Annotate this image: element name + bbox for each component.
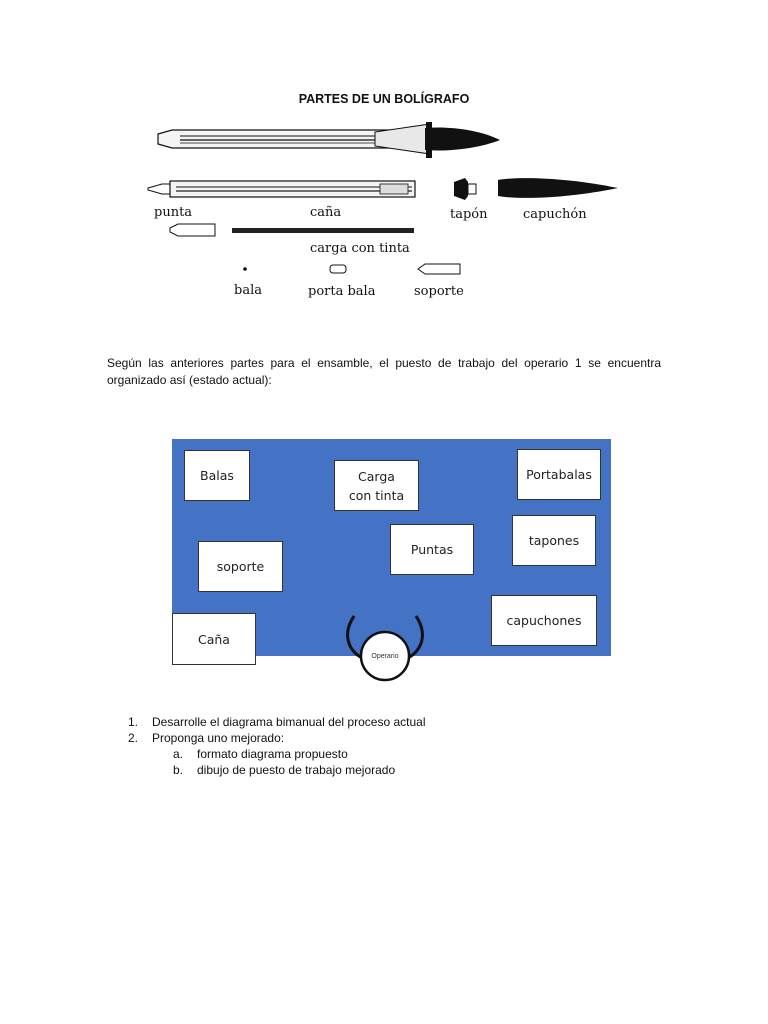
box-soporte: soporte	[198, 541, 283, 592]
label-punta: punta	[154, 205, 193, 220]
small-parts-drawing	[243, 264, 460, 274]
list-text: Desarrolle el diagrama bimanual del proceso actual	[152, 715, 426, 729]
label-cana: caña	[310, 205, 342, 220]
sub-list-text: formato diagrama propuesto	[197, 747, 348, 761]
list-text: Proponga uno mejorado:	[152, 731, 285, 745]
list-number: 1.	[128, 715, 139, 729]
box-puntas: Puntas	[390, 524, 474, 575]
label-bala: bala	[234, 283, 262, 298]
label-soporte: soporte	[414, 284, 464, 299]
label-porta-bala: porta bala	[308, 284, 376, 299]
box-carga-con-tinta: Carga con tinta	[334, 460, 419, 511]
intro-paragraph: Según las anteriores partes para el ensamble, el puesto de trabajo del operario 1 se encuentra organizado así (estado actual):	[107, 356, 661, 387]
label-capuchon: capuchón	[523, 207, 587, 222]
operator-figure	[340, 610, 430, 685]
box-capuchones: capuchones	[491, 595, 597, 646]
label-carga-con-tinta: carga con tinta	[310, 241, 410, 256]
pen-parts-illustration	[140, 118, 630, 308]
label-tapon: tapón	[450, 207, 488, 222]
sub-list-letter: b.	[173, 763, 184, 777]
sub-list-letter: a.	[173, 747, 184, 761]
operator-label: Operario	[371, 653, 399, 660]
ink-refill-drawing	[170, 224, 414, 236]
document-title: PARTES DE UN BOLÍGRAFO	[298, 92, 470, 106]
exploded-pen-drawing	[148, 178, 618, 200]
box-cana: Caña	[172, 613, 256, 665]
assembled-pen-drawing	[158, 122, 500, 158]
list-number: 2.	[128, 731, 139, 745]
box-portabalas: Portabalas	[517, 449, 601, 500]
sub-list-text: dibujo de puesto de trabajo mejorado	[197, 763, 396, 777]
box-balas: Balas	[184, 450, 250, 501]
box-tapones: tapones	[512, 515, 596, 566]
